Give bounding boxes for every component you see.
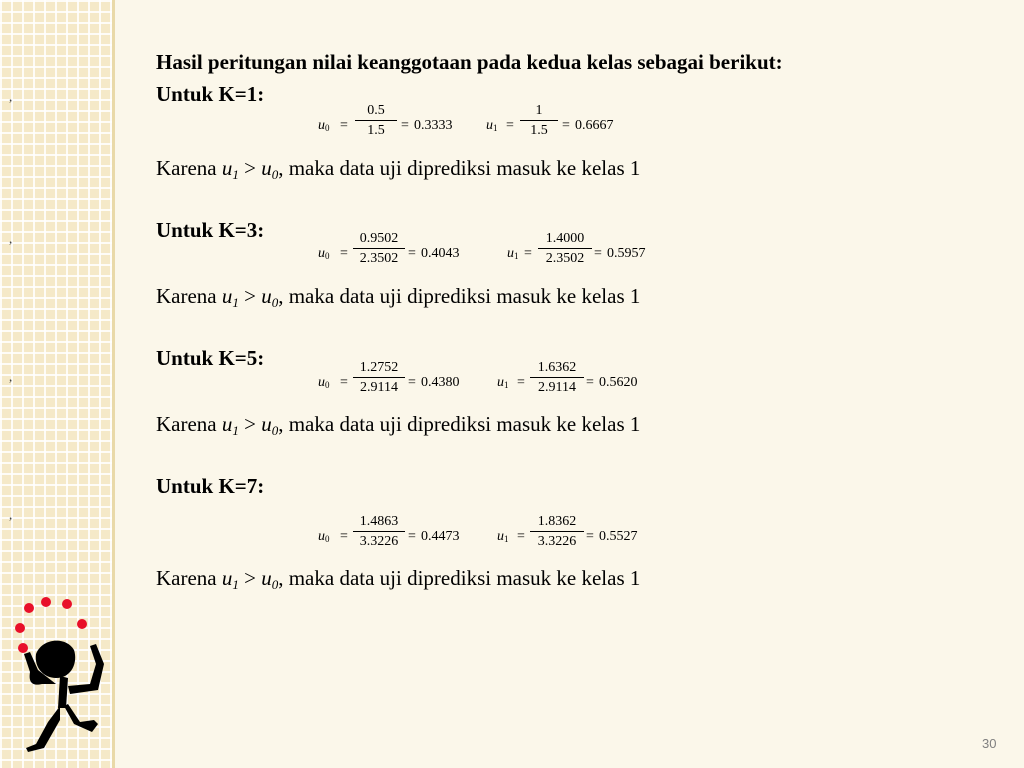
fraction-numerator: 1.6362 (537, 360, 577, 375)
page-title: Hasil peritungan nilai keanggotaan pada kedua kelas sebagai berikut: (156, 50, 783, 74)
equals-sign: = (340, 118, 348, 133)
equation-result: 0.5620 (599, 375, 638, 390)
equation-u1 (507, 232, 667, 272)
equation-lhs: $u_1$ (507, 246, 519, 261)
fraction-bar (353, 531, 405, 532)
equation-u0 (318, 104, 458, 144)
equals-sign: = (517, 529, 525, 544)
equation-u0 (318, 361, 478, 401)
equation-lhs: $u_0$ (318, 118, 330, 133)
fraction-numerator: 1.2752 (359, 360, 399, 375)
section-heading: Untuk K=1: (156, 82, 265, 106)
fraction (538, 232, 592, 266)
equation-result: 0.4473 (421, 529, 460, 544)
equals-sign: = (517, 375, 525, 390)
fraction-numerator: 1.4000 (545, 231, 585, 246)
fraction (353, 361, 405, 395)
section-heading: Untuk K=7: (156, 474, 265, 498)
fraction-bar (520, 120, 558, 121)
fraction (355, 104, 397, 138)
fraction-denominator: 3.3226 (359, 534, 399, 549)
equals-sign: = (340, 246, 348, 261)
fraction-numerator: 1.8362 (537, 514, 577, 529)
equation-lhs: $u_1$ (486, 118, 498, 133)
fraction-bar (355, 120, 397, 121)
bullet-tick: , (9, 369, 13, 384)
equals-sign: = (524, 246, 532, 261)
fraction-denominator: 2.3502 (545, 251, 585, 266)
fraction-denominator: 3.3226 (537, 534, 577, 549)
conclusion-text: Karena $u_1 > u_0$, maka data uji diprediksi masuk ke kelas 1 (156, 566, 641, 592)
equation-u0 (318, 515, 478, 555)
equation-u1 (497, 515, 657, 555)
fraction (520, 104, 558, 138)
equation-lhs: $u_0$ (318, 375, 330, 390)
equals-sign: = (340, 375, 348, 390)
equation-result: 0.5957 (607, 246, 646, 261)
page-number: 30 (982, 736, 997, 751)
fraction-bar (530, 377, 584, 378)
bullet-tick: , (9, 89, 13, 104)
bullet-tick: , (9, 231, 13, 246)
fraction-bar (538, 248, 592, 249)
fraction (530, 361, 584, 395)
equation-result: 0.5527 (599, 529, 638, 544)
equation-result: 0.4380 (421, 375, 460, 390)
equation-u1 (497, 361, 657, 401)
fraction-denominator: 1.5 (530, 123, 548, 138)
sidebar-edge (112, 0, 115, 768)
equation-result: 0.3333 (414, 118, 453, 133)
fraction-bar (353, 377, 405, 378)
equals-sign: = (401, 118, 409, 133)
equals-sign: = (594, 246, 602, 261)
conclusion-text: Karena $u_1 > u_0$, maka data uji diprediksi masuk ke kelas 1 (156, 412, 641, 438)
equals-sign: = (340, 529, 348, 544)
section-heading: Untuk K=3: (156, 218, 265, 242)
equation-lhs: $u_1$ (497, 375, 509, 390)
conclusion-text: Karena $u_1 > u_0$, maka data uji diprediksi masuk ke kelas 1 (156, 284, 641, 310)
bullet-tick: , (9, 507, 13, 522)
fraction-numerator: 1.4863 (359, 514, 399, 529)
equals-sign: = (562, 118, 570, 133)
equation-u0 (318, 232, 478, 272)
equals-sign: = (506, 118, 514, 133)
juggler-figure-icon (8, 592, 112, 754)
fraction (353, 515, 405, 549)
fraction (353, 232, 405, 266)
conclusion-text: Karena $u_1 > u_0$, maka data uji diprediksi masuk ke kelas 1 (156, 156, 641, 182)
equals-sign: = (408, 529, 416, 544)
fraction-bar (530, 531, 584, 532)
equation-u1 (486, 104, 626, 144)
fraction-denominator: 1.5 (367, 123, 385, 138)
equation-result: 0.4043 (421, 246, 460, 261)
fraction-denominator: 2.3502 (359, 251, 399, 266)
equals-sign: = (586, 375, 594, 390)
fraction-numerator: 1 (535, 103, 543, 118)
fraction (530, 515, 584, 549)
fraction-numerator: 0.5 (367, 103, 385, 118)
equation-result: 0.6667 (575, 118, 614, 133)
fraction-denominator: 2.9114 (538, 380, 576, 395)
equation-lhs: $u_0$ (318, 529, 330, 544)
fraction-bar (353, 248, 405, 249)
fraction-denominator: 2.9114 (360, 380, 398, 395)
fraction-numerator: 0.9502 (359, 231, 399, 246)
equals-sign: = (408, 246, 416, 261)
equation-lhs: $u_0$ (318, 246, 330, 261)
equation-lhs: $u_1$ (497, 529, 509, 544)
section-heading: Untuk K=5: (156, 346, 265, 370)
equals-sign: = (408, 375, 416, 390)
equals-sign: = (586, 529, 594, 544)
